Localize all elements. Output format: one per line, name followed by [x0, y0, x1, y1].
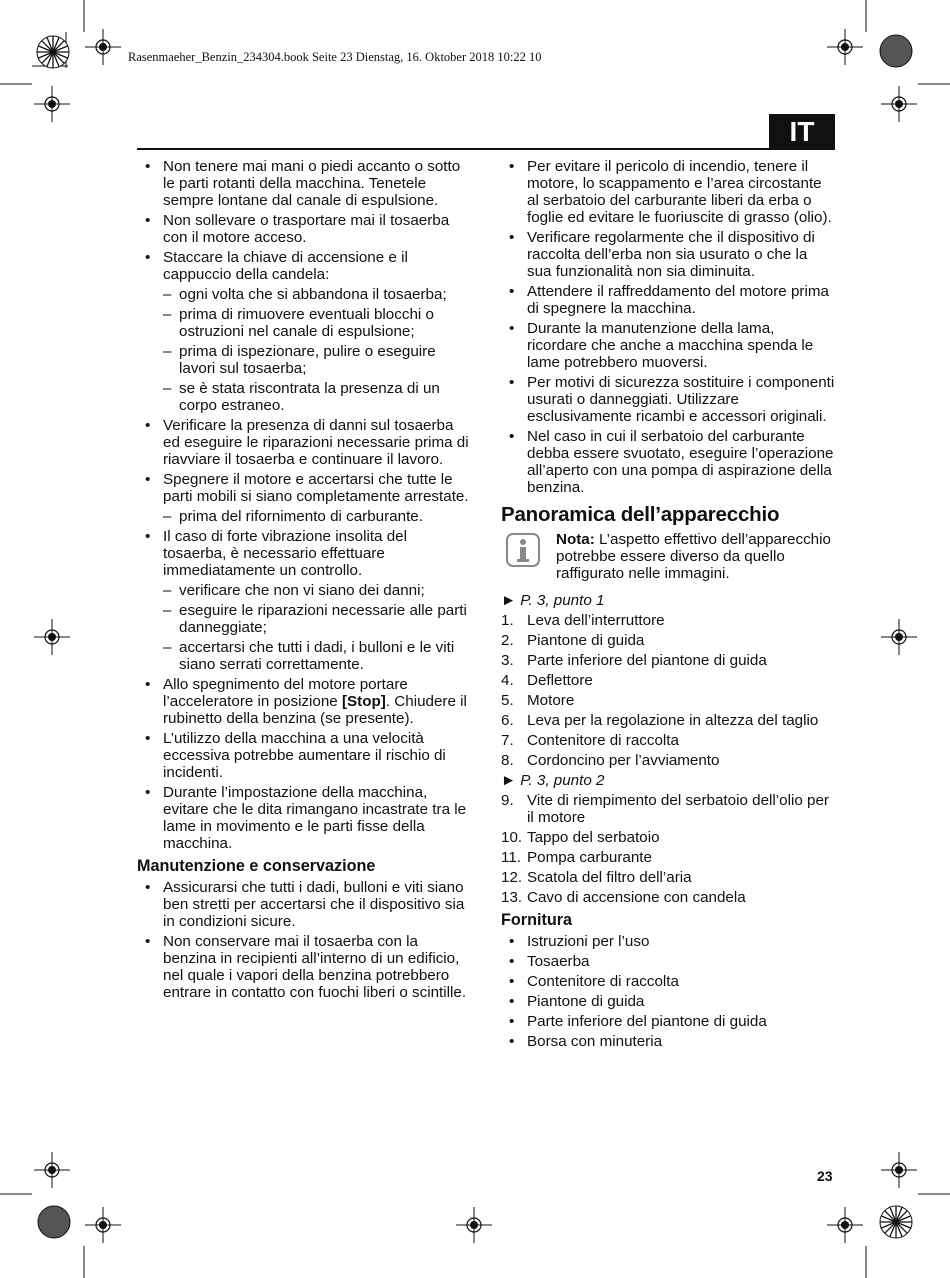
list-item: • Non sollevare o trasportare mai il tosaerba con il motore acceso. [137, 212, 471, 246]
item-number: 7. [501, 732, 514, 749]
safety-list [137, 158, 471, 852]
dash-item: – accertarsi che tutti i dadi, i bulloni e le viti siano serrati correttamente. [163, 639, 471, 673]
list-item: • L’utilizzo della macchina a una velocità eccessiva potrebbe aumentare il rischio di incidenti. [137, 730, 471, 781]
list-item [501, 752, 835, 769]
list-item [137, 471, 471, 525]
figure-reference-text: P. 3, punto 2 [520, 772, 605, 789]
list-item [501, 672, 835, 689]
item-text: Piantone di guida [527, 632, 645, 649]
maintenance-heading: Manutenzione e conservazione [137, 857, 376, 875]
figure-reference-text: P. 3, punto 1 [520, 592, 605, 609]
list-item: • Verificare regolarmente che il dispositivo di raccolta dell’erba non sia usurato o che la sua funzionalità non sia diminuita. [501, 229, 835, 280]
parts-list [501, 792, 835, 906]
dash-item: – prima del rifornimento di carburante. [163, 508, 471, 525]
list-item: • Verificare la presenza di danni sul tosaerba ed eseguire le riparazioni necessarie prima di riavviare il tosaerba e continuare il lavoro. [137, 417, 471, 468]
item-number: 5. [501, 692, 514, 709]
list-item [501, 632, 835, 649]
dash-item: – eseguire le riparazioni necessarie alle parti danneggiate; [163, 602, 471, 636]
parts-list [501, 612, 835, 769]
safety-list-continued [501, 158, 835, 496]
item-text: Leva dell’interruttore [527, 612, 665, 629]
list-item: • Contenitore di raccolta [501, 973, 835, 990]
item-text: Motore [527, 692, 575, 709]
item-text: Cordoncino per l’avviamento [527, 752, 720, 769]
list-item [501, 732, 835, 749]
list-item [501, 889, 835, 906]
list-item [501, 712, 835, 729]
language-tab: IT [769, 114, 835, 150]
list-item: • Durante la manutenzione della lama, ricordare che anche a macchina spenda le lame potrebbero muoversi. [501, 320, 835, 371]
list-item: • Piantone di guida [501, 993, 835, 1010]
item-text: Parte inferiore del piantone di guida [527, 652, 767, 669]
item-text: Vite di riempimento del serbatoio dell’olio per il motore [527, 792, 829, 826]
item-number: 2. [501, 632, 514, 649]
item-text: Tappo del serbatoio [527, 829, 660, 846]
list-item [501, 792, 835, 826]
maintenance-list [137, 879, 471, 1001]
list-item: • Non conservare mai il tosaerba con la benzina in recipienti all’interno di un edificio, nel quale i vapori della benzina potrebbero entrare in contatto con fuochi liberi o scintille. [137, 933, 471, 1001]
dash-list [163, 286, 471, 414]
list-item: • Assicurarsi che tutti i dadi, bulloni e viti siano ben stretti per accertarsi che il dispositivo sia in condizioni sicure. [137, 879, 471, 930]
note-label: Nota: [556, 531, 595, 548]
list-item-text: Staccare la chiave di accensione e il cappuccio della candela: [163, 249, 408, 283]
figure-reference [501, 772, 835, 789]
item-number: 12. [501, 869, 523, 886]
list-item: • Durante l’impostazione della macchina, evitare che le dita rimangano incastrate tra le lame in movimento e le parti fisse della macchina. [137, 784, 471, 852]
list-item [501, 652, 835, 669]
list-item [137, 676, 471, 727]
list-item [501, 692, 835, 709]
list-item [501, 869, 835, 886]
list-item-text: Spegnere il motore e accertarsi che tutte le parti mobili si siano completamente arrestate. [163, 471, 469, 505]
stop-label: [Stop] [341, 693, 386, 710]
list-item: • Borsa con minuteria [501, 1033, 835, 1050]
item-number: 9. [501, 792, 514, 809]
figure-reference [501, 592, 835, 609]
list-item: • Per motivi di sicurezza sostituire i componenti usurati o danneggiati. Utilizzare esclusivamente ricambi e accessori originali. [501, 374, 835, 425]
item-number: 13. [501, 889, 523, 906]
list-item: • Per evitare il pericolo di incendio, tenere il motore, lo scappamento e l’area circostante al serbatoio del carburante liberi da erba o foglie ed evitare le fuoriuscite di grasso (olio). [501, 158, 835, 226]
item-text: Scatola del filtro dell’aria [527, 869, 692, 886]
item-number: 4. [501, 672, 514, 689]
item-number: 10. [501, 829, 523, 846]
list-item [501, 612, 835, 629]
item-text: Deflettore [527, 672, 593, 689]
list-item: • Nel caso in cui il serbatoio del carburante debba essere svuotato, eseguire l’operazione all’aperto con una pompa di aspirazione della benzina. [501, 428, 835, 496]
item-text: Cavo di accensione con candela [527, 889, 746, 906]
info-icon [506, 533, 540, 567]
arrow-right-icon: ► [501, 592, 521, 609]
supply-list [501, 933, 835, 1050]
item-number: 1. [501, 612, 514, 629]
item-text: Pompa carburante [527, 849, 652, 866]
item-number: 6. [501, 712, 514, 729]
dash-item: – ogni volta che si abbandona il tosaerba; [163, 286, 471, 303]
list-item [137, 528, 471, 673]
list-item-text: Allo spegnimento del motore portare l’acceleratore in posizione [163, 676, 408, 710]
list-item-text: . Chiudere il rubinetto della benzina (se presente). [163, 693, 467, 727]
right-column [501, 158, 835, 1053]
list-item [137, 249, 471, 414]
note-box [501, 531, 835, 582]
list-item: • Parte inferiore del piantone di guida [501, 1013, 835, 1030]
arrow-right-icon: ► [501, 772, 521, 789]
note-text: L’aspetto effettivo dell’apparecchio potrebbe essere diverso da quello raffigurato nelle immagini. [556, 531, 831, 582]
list-item [501, 849, 835, 866]
dash-list [163, 582, 471, 673]
dash-item: – se è stata riscontrata la presenza di un corpo estraneo. [163, 380, 471, 414]
dash-item: – verificare che non vi siano dei danni; [163, 582, 471, 599]
overview-heading: Panoramica dell’apparecchio [501, 503, 780, 526]
item-text: Contenitore di raccolta [527, 732, 679, 749]
list-item: • Istruzioni per l’uso [501, 933, 835, 950]
item-number: 11. [501, 849, 521, 866]
list-item [501, 829, 835, 846]
print-header-line: Rasenmaeher_Benzin_234304.book Seite 23 Dienstag, 16. Oktober 2018 10:22 10 [128, 50, 542, 64]
header-rule [137, 148, 835, 150]
item-number: 3. [501, 652, 514, 669]
supply-heading: Fornitura [501, 911, 573, 929]
list-item-text: Il caso di forte vibrazione insolita del tosaerba, è necessario effettuare immediatamente un controllo. [163, 528, 407, 579]
list-item: • Non tenere mai mani o piedi accanto o sotto le parti rotanti della macchina. Tenetele sempre lontane dal canale di espulsione. [137, 158, 471, 209]
left-column [137, 158, 471, 1004]
list-item: • Attendere il raffreddamento del motore prima di spegnere la macchina. [501, 283, 835, 317]
item-number: 8. [501, 752, 514, 769]
item-text: Leva per la regolazione in altezza del taglio [527, 712, 819, 729]
dash-list [163, 508, 471, 525]
page-number: 23 [817, 1168, 833, 1184]
dash-item: – prima di ispezionare, pulire o eseguire lavori sul tosaerba; [163, 343, 471, 377]
list-item: • Tosaerba [501, 953, 835, 970]
dash-item: – prima di rimuovere eventuali blocchi o ostruzioni nel canale di espulsione; [163, 306, 471, 340]
